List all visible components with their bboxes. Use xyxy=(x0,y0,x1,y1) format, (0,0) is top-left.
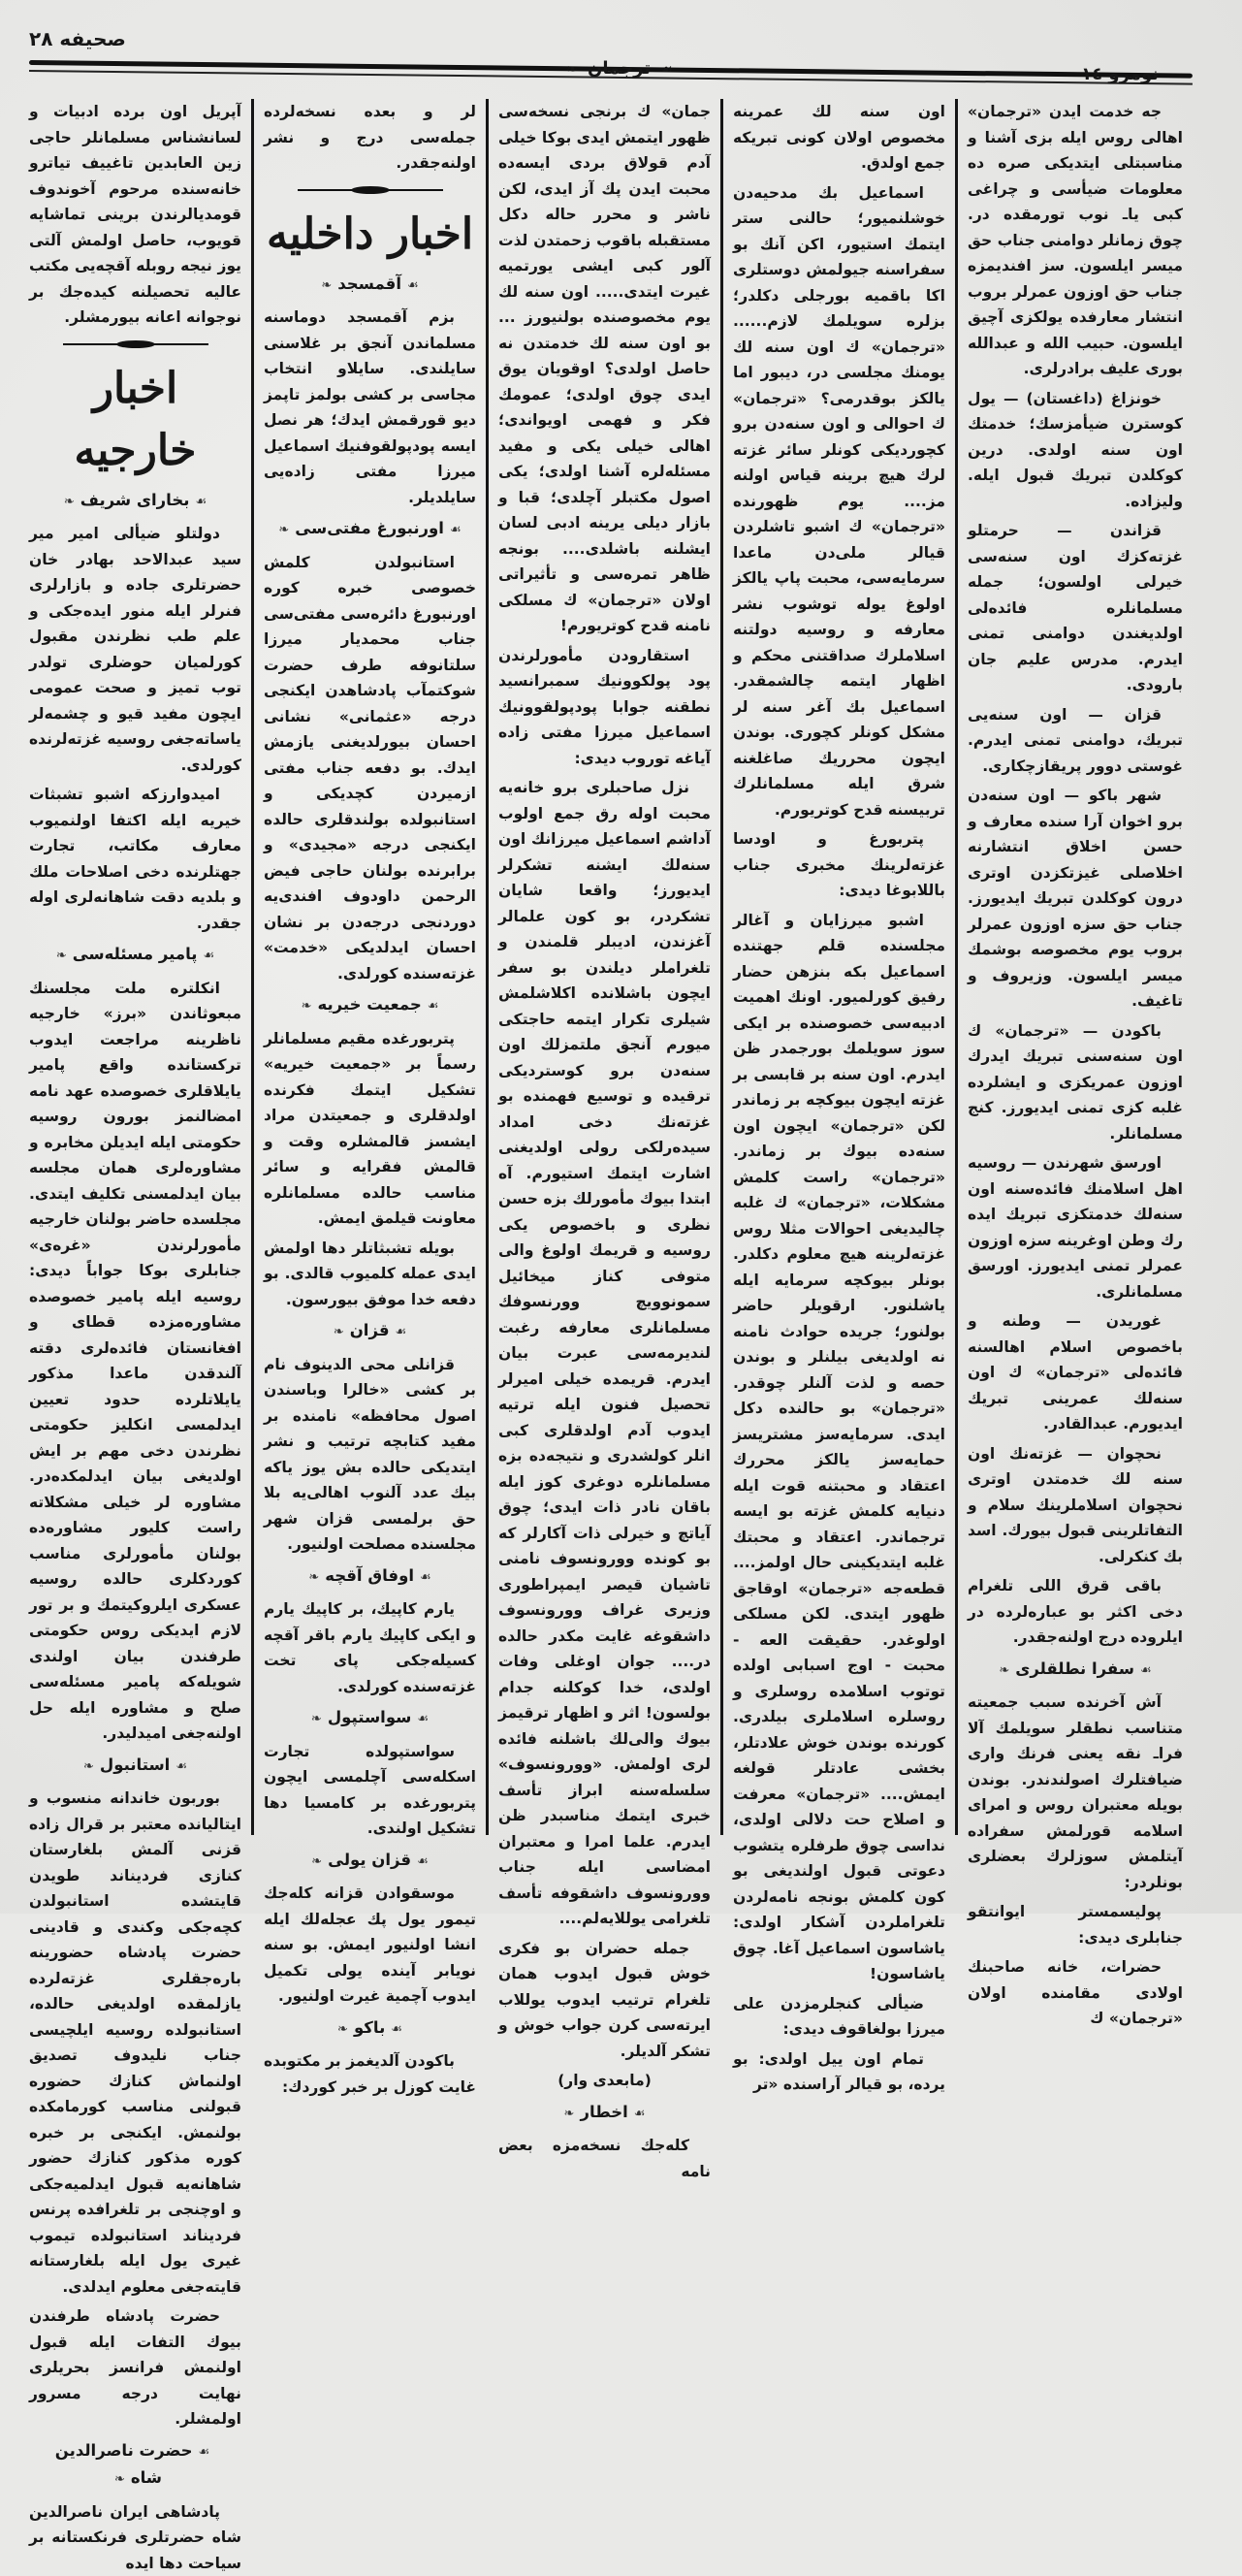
section-heading-text: اخطار xyxy=(580,2103,627,2121)
article-paragraph: دولتلو ضيألى امير مير سيد عبدالاحد بهادر خان حضرتلرى جاده و بازارلرى فنرلر ايله منور ايده‌جكى و علم طب نظرندن مقبول كورلميان حوضلرى تولدر توب تميز و صحت عمومى ايچون مفيد قيو و چشمه‌لر ياساته‌جغى روسيه غزته‌لرنده كورلدى. xyxy=(29,521,241,778)
column-3 xyxy=(489,99,723,1835)
section-heading xyxy=(29,942,241,970)
section-heading xyxy=(264,1705,476,1733)
article-paragraph: باكودن آلديغمز بر مكتوبده غايت كوزل بر خبر كوردك: xyxy=(264,2048,476,2100)
ornament-icon: ☙ xyxy=(199,2445,210,2460)
ornament-icon: ☙ xyxy=(428,999,439,1014)
ornament-icon: ☙ xyxy=(204,949,215,963)
article-paragraph: اميدوارزكه اشبو تشبثات خيريه ايله اكتفا اولنميوب معارف مكاتب، تجارت جهتلرنده دخى اصلاحات ملك و بلديه دقت شاهانه‌لرى اوله جقدر. xyxy=(29,782,241,936)
article-paragraph: پتربورغ و اودسا غزته‌لرينك مخبرى جناب باللابوغا ديدى: xyxy=(733,826,945,904)
department-heading: اخبار داخليه xyxy=(264,204,476,266)
section-heading-text: جمعيت خيريه xyxy=(317,995,421,1014)
page-number: صحيفه ۲۸ xyxy=(29,27,126,50)
ornamental-divider xyxy=(63,340,208,348)
article-paragraph: نزل صاحبلرى برو خانه‌يه محبت اوله رق جمع اولوب آداشم اسماعيل ميرزانك اون سنه‌لك ايشنه تشكرلر ايديورز؛ واقعا شايان تشكردر، بو كون علمالر آغزندن، اديبلر قلمندن و تلغراملر ديلندن بو سفر ايچون باشلانده اكلاشلمش شيلرى تكرار ايتمه حاجتكى ميورم آنجق ملتمزلك اون سنه‌دن برو كوسترديكى ترقيده و توسيع فهمنده بو غزته‌نك دخى امداد سيده‌رلكى رولى اولديغنى اشارت ايتمك استيورم. آه ابتدا بيوك مأمورلك بزه حسن نظرى و باخصوص يكى روسيه و قريمك اولوغ والى متوفى كناز ميخائيل سمونوويچ وورنسوفك مسلمانلرى معارفه رغبت لنديرمه‌سى عبرت بيان ايدرم. قريمده خيلى اميرلر تحصيل فنون ايله ترتيه ايدوب آدم اولدقلرى كبى انلر كولشدرى و نتيجه‌ده بزه مسلمانلره دوغرى كوز ايله باقان نادر ذات ايدى؛ چوق آياتچ و خيرلى ذات آكارلر كه بو كونده وورونسوف نامنى تاشيان قيصر ايمپراطورى وزيرى غراف وورونسوف داشقوغه غايت مكدر حالده در.... جوان اوغلى وفات اولدى، خدا كوكلنه جدام بولسون! اثر و اظهار ترقيمز بيوك والى‌لك باشلنه فائده لرى اولمش. «وورونسوف» سلسله‌سنه ابراز تأسف خبرى ايتمك مناسبدر ظن ايدرم. علما امرا و معتبران امضاسى ايله جناب وورونسوف داشقوفه تأسف تلغرامى يوللايه‌لم.... xyxy=(498,775,711,1932)
department-heading: اخبار خارجيه xyxy=(29,358,241,482)
ornament-icon: ☙ xyxy=(396,1325,407,1339)
article-columns xyxy=(17,99,1193,1835)
article-paragraph: شهر باكو — اون سنه‌دن برو اخوان آرا سنده معارف و حسن اخلاق انتشارنه اخلاصلى غيزتكزدن اوترى درون كوكلدن تبريك ايديورز. جناب حق سزه اوزون عمرلر بروب يوم مخصوصه بوشمك ميسر ايلسون. وزيروف و تاغيف. xyxy=(968,783,1183,1014)
section-heading-text: حضرت ناصرالدين شاه xyxy=(55,2441,193,2488)
article-paragraph: ضيألى كنجلرمزدن على ميرزا بولغاقوف ديدى: xyxy=(733,1991,945,2043)
newspaper-title-text: ترجمان xyxy=(588,58,651,79)
article-paragraph: پادشاهى ايران ناصرالدين شاه حضرتلرى فرنكستانه بر سياحت دها ايده xyxy=(29,2499,241,2576)
ornament-icon: ❧ xyxy=(311,1854,322,1869)
column-2 xyxy=(723,99,958,1835)
section-heading xyxy=(498,2100,711,2128)
section-heading-text: بخاراى شريف xyxy=(80,491,190,509)
article-paragraph: جمله حضران بو فكرى خوش قبول ايدوب همان تلغرام ترتيب ايدوب يوللاب ايرته‌سى كرن جواب خوش و تشكر آلديلر. xyxy=(498,1936,711,2065)
ornament-icon: ❧ xyxy=(114,2472,125,2487)
article-paragraph: نحچوان — غزته‌نك اون سنه لك خدمتدن اوترى نحچوان اسلاملرينك سلام و التفاتلرينى قبول بيورك. اسد بك كنكرلى. xyxy=(968,1441,1183,1570)
ornament-icon: ❧ xyxy=(311,1712,322,1726)
section-heading xyxy=(264,1563,476,1592)
article-paragraph: آش آخرنده سبب جمعيته متناسب نطقلر سويلمك آلا فراـ نقه يعنى فرنك وارى ضيافتلرك اصولندندر. بوندن بويله معتبران روس و امراى اسلامه قورلمش سفراده آيتلمش سوزلرك بعضلرى بونلردر: xyxy=(968,1690,1183,1895)
ornament-icon: ❧ xyxy=(321,278,332,293)
section-heading-text: سفرا نطلقلرى xyxy=(1015,1659,1134,1678)
ornament-icon: ☙ xyxy=(450,523,462,537)
masthead xyxy=(19,19,1197,97)
article-paragraph: يارم كاپيك، بر كاپيك يارم و ايكى كاپيك يارم باقر آقچه كسيله‌جكى پاى تخت غزته‌سنده كورلدى. xyxy=(264,1596,476,1699)
column-4 xyxy=(254,99,489,1835)
article-paragraph: سواستپولده تجارت اسكله‌سى آچلمسى ايچون پتربورغده بر كامسيا دها تشكيل اولندى. xyxy=(264,1739,476,1842)
section-heading-text: اورنبورغ مفتى‌سى xyxy=(295,519,444,537)
section-heading-text: استانبول xyxy=(100,1755,170,1774)
ornament-icon: ❧ xyxy=(278,523,289,537)
ornament-icon: ❧ xyxy=(334,1325,344,1339)
article-paragraph: انكلتره ملت مجلسنك مبعوثاندن «برز» خارجيه ناظرينه مراجعت ايدوب تركستانده واقع پامير يايلاقلرى خصوصده عهد نامه امضالنمز بورون روسيه حكومتى ايله ايديلن مخابره و مشاوره‌لرى همان مجلسه بيان ايدلمسنى تكليف ايتدى. مجلسده حاضر بولنان خارجيه مأمورلرندن «غره‌ى» جنابلرى بوكا جواباً ديدى: روسيه ايله پامير خصوصده مشاوره‌مزده قطاى و افغانستان فائده‌لرى دقته آلندقدن ماعدا مذكور يايلاتلرده حدود تعيين ايدلمسى انكليز حكومتى نظرندن دخى مهم بر ايش اولديغى بيان ايدلمكده‌در. مشاوره لر خيلى مشكلاته راست كليور مشاوره‌ده بولنان مأمورلرى مناسب كوردكلرى حالده روسيه عسكرى ايلروكيتمك و بر تور لازم ايديكى روس حكومتى طرفندن بيان اولندى شويله‌كه پامير مسئله‌سى صلح و مشاوره ايله حل اولنه‌جغى اميدليدر. xyxy=(29,976,241,1747)
article-paragraph: بزم آقمسجد دوماسنه مسلماندن آنجق بر غلاسنى سايلندى. سايلاو انتخاب مجاسى بر كشى بولمز تاپمز ديو قورقمش ايدك؛ هر نصل ايسه پودپولقوفنيك اسماعيل ميرزا مفتى زاده‌يى سايلديلر. xyxy=(264,305,476,510)
article-paragraph: باكودن — «ترجمان» ك اون سنه‌سنى تبريك ايدرك اوزون عمريكزى و ايشلرده غلبه كزى تمنى ايديورز. كنج مسلمانلر. xyxy=(968,1018,1183,1147)
article-paragraph: اون سنه لك عمرينه مخصوص اولان كونى تبريكه جمع اولدق. xyxy=(733,99,945,177)
article-paragraph: بويله تشبثاتلر دها اولمش ايدى عمله كلميوب قالدى. بو دفعه خدا موفق بيورسون. xyxy=(264,1236,476,1313)
article-paragraph: خونزاغ (داغستان) — يول كوسترن ضيأمزسك؛ خدمتك اون سنه اولدى. درين كوكلدن تبريك قبول ايله. وليزاده. xyxy=(968,386,1183,515)
article-paragraph: اورسق شهرندن — روسيه اهل اسلامنك فائده‌سنه اون سنه‌لك خدمتكزى تبريك ايده رك وطن اوغرينه سزه اوزون عمرلر تمنى ايديورز. اورسق مسلمانلرى. xyxy=(968,1150,1183,1304)
section-heading xyxy=(264,992,476,1020)
ornament-icon: ❧ xyxy=(999,1663,1009,1678)
column-1 xyxy=(958,99,1193,1835)
article-paragraph: اسماعيل بك مدحيه‌دن خوشلنميور؛ حالنى ستر ايتمك استيور، اكن آنك بو سفراسنه جيولمش دوستلرى اكا باقميه بورجلى دكلدر؛ بزلره سويلمك لازم...... «ترجمان» ك اون سنه لك يومنك مجلسى در، ديبور اما يالكز بوقدرمى؟ «ترجمان» ك احوالى و اون سنه‌دن برو كچورديكى كونلر سائر غزته لرك هيچ برينه قياس اولنه مز.... يوم ظهورنده «ترجمان» ك اشبو تاشلردن قيالر ملى‌دن ماعدا سرمايه‌سى، محبت پاپ يالكز اولوغ يوله توشوب نشر معارفه و روسيه دولتنه اسلاملرك صداقتنى محكم و اظهار ايتمه چالشمقدر. اسماعيل بك آغر سنه لر مشكل كونلر كچورى. بوندن ايچون محرريك صاغلغنه شرق ايله مسلمانلرك تربيسنه قدح كوتريورم. xyxy=(733,180,945,823)
ornament-icon: ☙ xyxy=(660,62,673,78)
continued-note: (مابعدى وار) xyxy=(498,2068,711,2094)
ornament-icon: ❧ xyxy=(337,2022,348,2037)
article-paragraph: لر و بعده نسخه‌لرده جمله‌سى درج و نشر اولنه‌جقدر. xyxy=(264,99,476,177)
ornament-icon: ☙ xyxy=(417,1712,429,1726)
newspaper-title xyxy=(562,58,677,79)
section-heading-text: پامير مسئله‌سى xyxy=(73,945,198,963)
section-heading-text: اوفاق آقچه xyxy=(325,1566,414,1585)
article-paragraph: آپريل اون برده ادبيات و لسانشناس مسلمانلر حاجى زين العابدين تاغييف تياترو خانه‌سنده مرحوم آخوندوف قومديالرندن برينى تماشايه قويوب، حاصل اولمش آلتى يوز نيجه روبله آقچه‌يى مكتب عاليه تحصيلنه كيده‌جك بر نوجوانه اعانه بيورمشلر. xyxy=(29,99,241,331)
ornament-icon: ☙ xyxy=(1140,1663,1152,1678)
article-paragraph: حضرت پادشاه طرفندن بيوك التفات ايله قبول اولنمش فرانسز بحريلرى نهايت درجه مسرور اولمشلر. xyxy=(29,2303,241,2432)
article-paragraph: غوريدن — وطنه و باخصوص اسلام اهالسنه فائده‌لى «ترجمان» ك اون سنه‌لك عمرينى تبريك ايديورم. عبدالقادر. xyxy=(968,1308,1183,1437)
ornament-icon: ❧ xyxy=(308,1570,319,1585)
ornament-icon: ❧ xyxy=(83,1759,94,1774)
article-paragraph: تمام اون ييل اولدى: بو يرده، بو قيالر آراسنده «تر xyxy=(733,2046,945,2098)
section-heading-text: قزان يولى xyxy=(328,1851,411,1869)
article-paragraph: قزاندن — حرمتلو غزته‌كزك اون سنه‌سى خيرلى اولسون؛ جمله مسلمانلره فائده‌لى اولديغندن دوامنى تمنى ايدرم. مدرس عليم جان بارودى. xyxy=(968,518,1183,698)
ornament-icon: ❧ xyxy=(564,2107,575,2121)
section-heading xyxy=(264,1848,476,1876)
article-paragraph: باقى قرق اللى تلغرام دخى اكثر بو عباره‌لرده در ايلروده درج اولنه‌جقدر. xyxy=(968,1573,1183,1651)
article-paragraph: جمان» ك برنجى نسخه‌سى ظهور ايتمش ايدى بوكا خيلى آدم قولاق بردى ايسه‌ده محبت ايدن پك آز ايدى، لكن ناشر و محرر حاله دكل مستقبله باقوب زحمتدن لذت آلور كبى ايشى يورتميه غيرت ايتدى..... اون سنه لك يوم مخصوصنده بولنيورز ... بو اون سنه لك خدمتدن نه حاصل اولدى؟ اوقويان يوق ايدى چوق اولدى؛ عمومك فكر و فهمى اويواندى؛ اهالى خيلى يكى و مفيد مسئله‌لره آشنا اولدى؛ يكى اصول مكتبلر آچلدى؛ قبا و بازار ديلى يرينه ادبى لسان ايشلنه باشلدى.... بونجه ظاهر تمره‌سى و تأثيراتى اولان «ترجمان» ك مسلكى نامنه قدح كوتريورم! xyxy=(498,99,711,639)
article-paragraph: كله‌جك نسخه‌مزه بعض نامه xyxy=(498,2133,711,2184)
section-heading-text: باكو xyxy=(354,2018,385,2037)
section-heading-text: سواستپول xyxy=(328,1708,412,1726)
section-heading xyxy=(29,1753,241,1781)
ornament-icon: ☙ xyxy=(634,2107,646,2121)
ornament-icon: ❧ xyxy=(566,62,578,78)
ornamental-divider xyxy=(298,186,443,194)
ornament-icon: ☙ xyxy=(420,1570,431,1585)
section-heading xyxy=(29,2438,241,2494)
section-heading-text: آقمسجد xyxy=(337,274,401,293)
section-heading xyxy=(29,488,241,516)
ornament-icon: ☙ xyxy=(417,1854,429,1869)
section-heading xyxy=(264,272,476,300)
ornament-icon: ☙ xyxy=(175,1759,187,1774)
section-heading xyxy=(968,1657,1183,1685)
article-paragraph: جه خدمت ايدن «ترجمان» اهالی روس ايله بزى آشنا و مناسبتلی ايتديكى صره ده معلومات ضيأسى و چراغى كبى ياـ نوب تورمقده در. چوق زمانلر دوامنى جناب حق ميسر ايلسون. سز افنديمزه جناب حق اوزون عمرلر بروب انتشار معارفده يولكزى آچيق ايلسون. حبيب الله و عبدالله بورى عليف برادرلرى. xyxy=(968,99,1183,382)
section-heading-text: قزان xyxy=(350,1321,390,1339)
ornament-icon: ☙ xyxy=(407,278,419,293)
article-paragraph: پوليسمستر ايوانتقو جنابلرى ديدى: xyxy=(968,1899,1183,1950)
section-heading xyxy=(264,516,476,544)
article-paragraph: پتربورغده مقيم مسلمانلر رسماً بر «جمعيت خيريه» تشكيل ايتمك فكرنده اولدقلرى و جمعيتدن مراد ايشسز قالمشلره وقت و قالمش فقرايه و سائر مناسب حالده مسلمانلره معاونت قيلمق ايمش. xyxy=(264,1026,476,1232)
issue-number: نومرو ١٤ xyxy=(1081,64,1159,84)
article-paragraph: قزانلى محى الدينوف نام بر كشى «خالرا وباسندن اصول محافظه» نامنده بر مفيد كتابچه ترتيب و نشر ايتديكى حالده بش يوز ياكه بيك عدد آلنوب اهالى‌يه بلا حق برلمسى قزان شهر مجلسنده مصلحت اولنيور. xyxy=(264,1352,476,1558)
article-paragraph: استقارودن مأمورلرندن پود پولكوونيك سمبرانسيد نطقنه جوابا پودپولقوونيك اسماعيل ميرزا مفتى زاده آياغه توروب ديدى: xyxy=(498,643,711,772)
article-paragraph: قزان — اون سنه‌يى تبريك، دوامنى تمنى ايدرم. غوستى دوور پريقازچكارى. xyxy=(968,702,1183,780)
section-heading xyxy=(264,2015,476,2044)
column-5 xyxy=(19,99,254,1835)
ornament-icon: ☙ xyxy=(391,2022,402,2037)
article-paragraph: بوربون خاندانه منسوب و ايتاليانده معتبر بر قرال زاده قزنى آلمش بلغارستان كنازى فرديناند طويدن قايتشده استانبولدن كچه‌جكى وكندى و قادينى حضرت پادشاه حضورينه باره‌جقلرى غزته‌لرده يازلمقده اولديغى حالده، استانبولده روسيه ايلچيسى جناب نليدوف تصديق اولنماش كنازك حضوره قبولنى مناسب كورمامكده بولنمش. ايكنجى بر خبره كوره مذكور كنازك حضور شاهانه‌يه قبول ايدلميه‌جكى و اوچنجى بر تلغرافده پرنس فرديناند استانبولده تيموب غيرى يول ايله بلغارستانه قايته‌جغى معلوم ايدلدى. xyxy=(29,1786,241,2300)
ornament-icon: ❧ xyxy=(302,999,312,1014)
ornament-icon: ☙ xyxy=(195,495,207,509)
section-heading xyxy=(264,1318,476,1346)
ornament-icon: ❧ xyxy=(64,495,75,509)
article-paragraph: حضرات، خانه صاحبنك اولادى مقامنده اولان «ترجمان» ك xyxy=(968,1954,1183,2032)
ornament-icon: ❧ xyxy=(56,949,67,963)
article-paragraph: موسقوادن قزانه كله‌جك تيمور يول پك عجله‌لك ايله انشا اولنيور ايمش. بو سنه نويابر آينده يولى تكميل ايدوب آچمية غيرت اولنيور. xyxy=(264,1881,476,2010)
article-paragraph: اشبو ميرزايان و آغالر مجلسنده قلم جهتنده اسماعيل بكه بنزهن حضار رفيق كورلميور. اونك اهميت ادبيه‌سى خصوصنده بر ايكى سوز سويلمك بورجمدر ظن ايدرم. اون سنه بر قابسى بر غزته ايچون بيوكچه بر زماندر لكن «ترجمان» ايچون اون سنه‌ده بيوك بر زماندر. «ترجمان» راست كلمش مشكلات، «ترجمان» ك غلبه چاليديغى احوالات مثلا روس غزته‌لرينه هيچ معلوم دكلدر. بونلر بيوكچه سرمايه ايله ياشلنور. ارقويلر حاضر بولنور؛ جريده حوادث نامنه نه اولديغى بيلنلر و بوندن حصه و لذت آلنلر چوقدر. «ترجمان» بو حالنده دكل ايدى. سرمايه‌سز مشتريسز حمايه‌سز يالكز محررك اعتقاد و محبتنه قوت ايله دنيايه كلمش غزته بو ايسه ترجماندر. اعتقاد و محبتك غلبه ايتديكينى حال اولمز.... قطعه‌جه «ترجمان» اوقاجق ظهور ايتدى. لكن مسلكى اولوغدر. حقيقت العه - محبت - اوج اسبابى اولده توتوب اسلامده روسلرى و روسلره اسلاملرى بيلدرى. كورنده بوندن خوش علادتلر، بخشى عادتلر قولغه ايمش.... «ترجمان» معرفت و اصلاح حت دلالى اولدى، نداسى چوق طرفلره يتشوب دعوتى قبول اولنديغى بو كون كلمش بونجه نامه‌لردن تلغراملردن آشكار اولدى: ياشاسون اسماعيل آغا. چوق ياشاسون! xyxy=(733,908,945,1987)
article-paragraph: استانبولدن كلمش خصوصى خبره كوره اورنبورغ دائره‌سى مفتى‌سى جناب محمديار ميرزا سلتانوفه طرف حضرت شوكتمآب پادشاهدن ايكنجى درجه «عثمانى» نشانى احسان بيورلديغنى يازمش ايدك. بو دفعه جناب مفتى ازميردن كچديكى و استانبولده بولندقلرى حالده ايكنجى درجه «مجيدى» و برابرنده بولنان حاجى فيض الرحمن داودوف افندى‌يه دوردنجى درجه‌دن بر نشان احسان ايدلديكى «خدمت» غزته‌سنده كورلدى. xyxy=(264,550,476,987)
